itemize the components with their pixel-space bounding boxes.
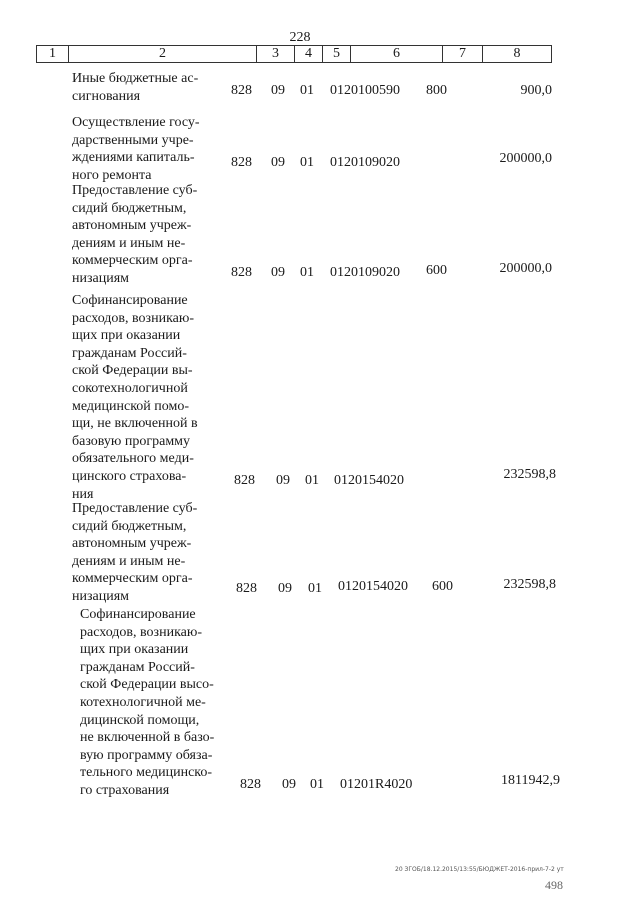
desc-line: сокотехнологичной	[72, 380, 188, 396]
desc-line: ного ремонта	[72, 167, 152, 183]
col-5-value: 01	[300, 155, 314, 170]
col-5-value: 01	[305, 473, 319, 488]
col-6-value: 0120109020	[330, 265, 400, 280]
header-col-3: 3	[257, 46, 295, 62]
col-3-value: 828	[231, 83, 252, 98]
desc-line: низациям	[72, 270, 130, 286]
col-8-value: 1811942,9	[501, 773, 560, 788]
desc-line: Софинансирование	[72, 293, 188, 308]
desc-line: коммерческим орга-	[72, 571, 193, 587]
col-6-value: 0120154020	[334, 473, 404, 488]
row-description	[72, 114, 224, 184]
col-6-value: 01201R4020	[340, 777, 413, 792]
desc-line: щих при оказании	[80, 642, 189, 658]
col-4-value: 09	[278, 581, 292, 596]
row-description	[72, 182, 224, 288]
col-6-value: 0120100590	[330, 83, 400, 98]
header-col-7: 7	[443, 46, 483, 62]
desc-line: щи, не включенной в	[72, 416, 198, 432]
col-4-value: 09	[271, 155, 285, 170]
col-5-value: 01	[300, 83, 314, 98]
col-7-value: 600	[432, 579, 453, 594]
desc-line: Софинансирование	[80, 607, 196, 622]
header-col-6: 6	[351, 46, 443, 62]
desc-line: го страхования	[80, 782, 170, 798]
col-4-value: 09	[271, 265, 285, 280]
desc-line: Иные бюджетные ас-	[72, 71, 199, 86]
row-description	[72, 70, 224, 105]
desc-line: сидий бюджетным,	[72, 518, 187, 534]
desc-line: дениям и иным не-	[72, 235, 186, 251]
col-8-value: 232598,8	[503, 467, 556, 482]
desc-line: дицинской помощи,	[80, 712, 200, 728]
table-header	[36, 45, 552, 63]
desc-line: гражданам Россий-	[72, 345, 187, 361]
footer-stamp: 20 ЗГОБ/18.12.2015/13:55/БЮДЖЕТ-2016-прил-7-2 ут	[395, 866, 564, 873]
header-col-1: 1	[37, 46, 69, 62]
desc-line: Предоставление суб-	[72, 501, 198, 516]
desc-line: расходов, возникаю-	[80, 624, 202, 640]
desc-line: цинского страхова-	[72, 468, 187, 484]
col-4-value: 09	[271, 83, 285, 98]
desc-line: автономным учреж-	[72, 536, 192, 552]
desc-line: ской Федерации вы-	[72, 363, 193, 379]
col-6-value: 0120109020	[330, 155, 400, 170]
col-6-value: 0120154020	[338, 579, 408, 594]
page-number: 228	[289, 30, 311, 45]
header-col-8: 8	[513, 46, 521, 61]
desc-line: расходов, возникаю-	[72, 310, 194, 326]
col-8-value: 200000,0	[499, 261, 552, 276]
header-col-5: 5	[323, 46, 351, 62]
row-description	[80, 606, 225, 800]
desc-line: ской Федерации высо-	[80, 677, 214, 693]
desc-line: не включенной в базо-	[80, 730, 215, 746]
desc-line: щих при оказании	[72, 328, 181, 344]
footer-page-number: 498	[545, 878, 563, 892]
desc-line: дарственными учре-	[72, 132, 194, 148]
col-3-value: 828	[236, 581, 257, 596]
col-3-value: 828	[234, 473, 255, 488]
col-7-value: 600	[426, 263, 447, 278]
desc-line: базовую программу	[72, 433, 191, 449]
header-col-4: 4	[295, 46, 323, 62]
desc-line: Осуществление госу-	[72, 115, 200, 130]
col-7-value: 800	[426, 83, 447, 98]
col-3-value: 828	[240, 777, 261, 792]
col-4-value: 09	[276, 473, 290, 488]
col-8-value: 232598,8	[503, 577, 556, 592]
desc-line: ждениями капиталь-	[72, 150, 195, 166]
col-5-value: 01	[310, 777, 324, 792]
col-4-value: 09	[282, 777, 296, 792]
desc-line: сигнования	[72, 88, 141, 104]
desc-line: сидий бюджетным,	[72, 200, 187, 216]
desc-line: обязательного меди-	[72, 451, 194, 467]
col-5-value: 01	[300, 265, 314, 280]
desc-line: низациям	[72, 588, 130, 604]
desc-line: автономным учреж-	[72, 218, 192, 234]
col-8-value: 200000,0	[499, 151, 552, 166]
col-3-value: 828	[231, 265, 252, 280]
header-col-2: 2	[69, 46, 257, 62]
col-5-value: 01	[308, 581, 322, 596]
desc-line: коммерческим орга-	[72, 253, 193, 269]
desc-line: Предоставление суб-	[72, 183, 198, 198]
desc-line: дениям и иным не-	[72, 553, 186, 569]
desc-line: котехнологичной ме-	[80, 694, 206, 710]
col-3-value: 828	[231, 155, 252, 170]
desc-line: гражданам Россий-	[80, 659, 195, 675]
row-description	[72, 500, 224, 606]
col-8-value: 900,0	[520, 83, 552, 98]
row-description	[72, 292, 224, 503]
desc-line: медицинской помо-	[72, 398, 190, 414]
desc-line: ния	[72, 486, 94, 502]
desc-line: вую программу обяза-	[80, 747, 213, 763]
desc-line: тельного медицинско-	[80, 765, 213, 781]
